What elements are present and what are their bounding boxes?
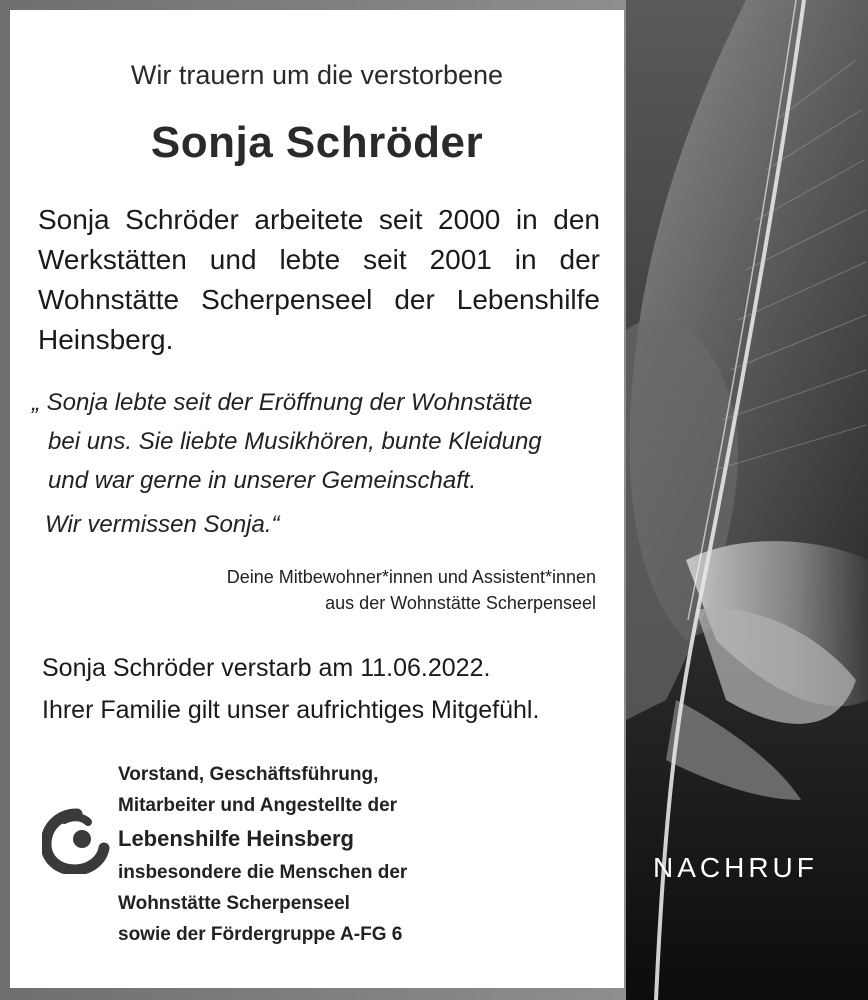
obituary-label: NACHRUF [653,852,818,883]
quote-line: „ Sonja lebte seit der Eröffnung der Wohnstätte [32,389,533,416]
bio-line: Sonja Schröder arbeitete seit 2000 in den [38,204,600,235]
quote-line: und war gerne in unserer Gemeinschaft. [48,467,477,494]
deceased-name: Sonja Schröder [150,118,484,167]
org-line: Mitarbeiter und Angestellte der [118,795,398,816]
feather-photo [626,0,868,1000]
org-line: Vorstand, Geschäftsführung, [118,764,379,785]
lebenshilfe-logo-icon [42,808,112,879]
death-notice-line: Ihrer Familie gilt unser aufrichtiges Mitgefühl. [42,696,540,724]
org-name: Lebenshilfe Heinsberg [118,826,354,851]
intro-line: Wir trauern um die verstorbene [130,60,504,90]
org-line: sowie der Fördergruppe A-FG 6 [118,924,403,945]
signature-line: Deine Mitbewohner*innen und Assistent*innen [226,567,596,587]
quote-line: Wir vermissen Sonja.“ [45,511,280,538]
org-line: insbesondere die Menschen der [118,862,408,883]
signature-line: aus der Wohnstätte Scherpenseel [325,593,596,613]
biography [38,200,600,360]
quote-line: bei uns. Sie liebte Musikhören, bunte Kleidung [48,428,542,455]
bio-line: Wohnstätte Scherpenseel der Lebenshilfe [38,284,600,315]
org-line: Wohnstätte Scherpenseel [118,893,350,914]
bio-line: Heinsberg. [38,324,174,355]
death-notice-line: Sonja Schröder verstarb am 11.06.2022. [42,654,491,682]
bio-line: Werkstätten und lebte seit 2001 in der [38,244,600,275]
